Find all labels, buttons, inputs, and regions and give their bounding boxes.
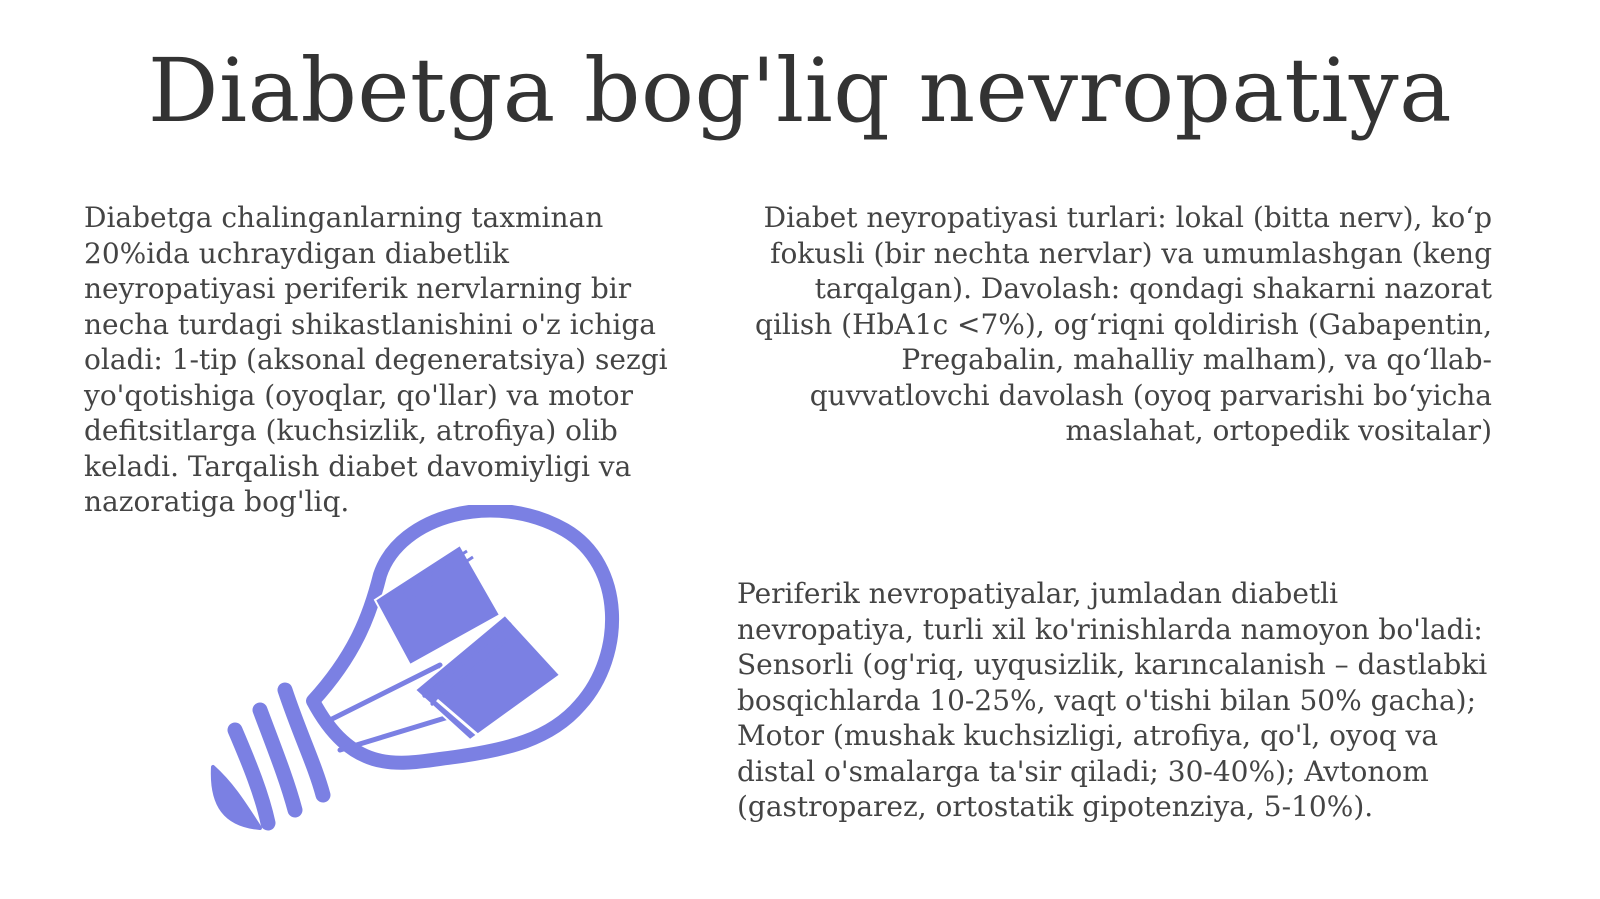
- paragraph-left: Diabetga chalinganlarning taxminan 20%ida uchraydigan diabetlik neyropatiyasi periferik nervlarning bir necha turdagi shikastlanishini o'z ichiga oladi: 1-tip (aksonal degeneratsiya) sezgi yo'qotishiga (oyoqlar, qo'llar) va motor defitsitlarga (kuchsizlik, atrofiya) olib keladi. Tarqalish diabet davomiyligi va nazoratiga bog'liq.: [84, 201, 668, 518]
- slide-title: Diabetga bog'liq nevropatiya: [147, 39, 1453, 142]
- paragraph-right-top: Diabet neyropatiyasi turlari: lokal (bitta nerv), ko‘p fokusli (bir nechta nervlar) va umumlashgan (keng tarqalgan). Davolash: qondagi shakarni nazorat qilish (HbA1c <7%), og‘riqni qoldirish (Gabapentin, Pregabalin, mahalliy malham), va qo‘llab-quvvatlovchi davolash (oyoq parvarishi bo‘yicha maslahat, ortopedik vositalar): [755, 201, 1492, 447]
- lightbulb-book-icon: [205, 505, 625, 850]
- paragraph-right-bottom: Periferik nevropatiyalar, jumladan diabetli nevropatiya, turli xil ko'rinishlarda namoyon bo'ladi: Sensorli (og'riq, uyqusizlik, karıncalanish – dastlabki bosqichlarda 10-25%, vaqt o'tishi bilan 50% gacha); Motor (mushak kuchsizligi, atrofiya, qo'l, oyoq va distal o'smalarga ta'sir qiladi; 30-40%); Avtonom (gastroparez, ortostatik gipotenziya, 5-10%).: [737, 577, 1488, 823]
